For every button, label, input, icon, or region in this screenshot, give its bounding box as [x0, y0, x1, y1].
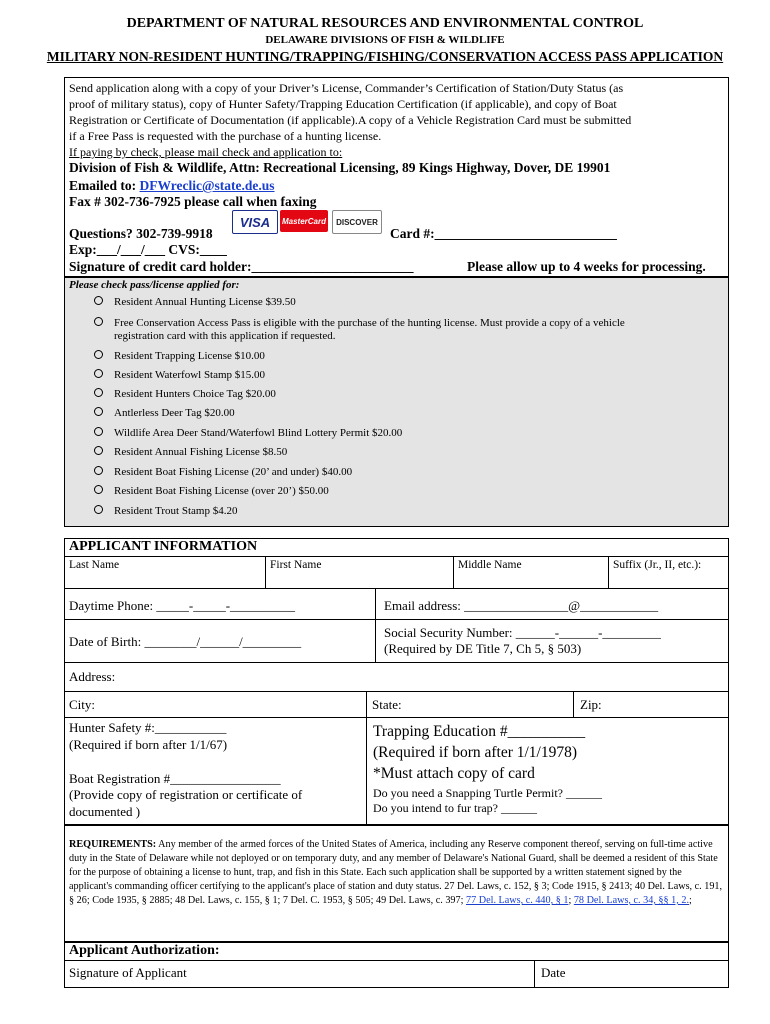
- exp-cvs-field[interactable]: Exp:___/___/___ CVS:____: [69, 242, 227, 257]
- intro-line-4: if a Free Pass is requested with the purchase of a hunting license.: [69, 129, 382, 143]
- divider: [64, 717, 729, 718]
- radio-circle[interactable]: [94, 505, 103, 514]
- fur-trap-field[interactable]: Do you intend to fur trap? ______: [373, 801, 537, 815]
- processing-note: Please allow up to 4 weeks for processing.: [467, 259, 706, 274]
- requirements-label: REQUIREMENTS:: [69, 839, 157, 850]
- hunter-safety-field[interactable]: Hunter Safety #:___________: [69, 720, 227, 735]
- questions-phone: Questions? 302-739-9918: [69, 226, 213, 241]
- divider: [453, 556, 454, 588]
- divider: [265, 556, 266, 588]
- visa-logo: VISA: [232, 210, 278, 234]
- divider: [608, 556, 609, 588]
- option-conservation-pass[interactable]: Free Conservation Access Pass is eligible with the purchase of the hunting license. Must provide a copy of a vehicle registration card with this application if requested.: [94, 317, 625, 343]
- intro-line-1: Send application along with a copy of your Driver’s License, Commander’s Certification of Station/Duty Status (as: [69, 81, 624, 95]
- division-title: DELAWARE DIVISIONS OF FISH & WILDLIFE: [265, 34, 505, 46]
- address-field[interactable]: Address:: [69, 669, 116, 684]
- email-label: Emailed to:: [69, 178, 140, 193]
- divider: [64, 588, 729, 589]
- law-link-77[interactable]: 77 Del. Laws, c. 440, § 1: [466, 895, 569, 906]
- radio-circle[interactable]: [94, 446, 103, 455]
- boat-registration-note-1: (Provide copy of registration or certificate of: [69, 787, 303, 802]
- cc-signature-field[interactable]: Signature of credit card holder:________________________: [69, 259, 414, 274]
- mailing-address: Division of Fish & Wildlife, Attn: Recreational Licensing, 89 Kings Highway, Dover, DE 19901: [69, 160, 611, 175]
- mastercard-logo: MasterCard: [280, 210, 328, 232]
- divider: [534, 960, 535, 988]
- option-trapping-license[interactable]: Resident Trapping License $10.00: [94, 350, 265, 363]
- option-lottery-permit[interactable]: Wildlife Area Deer Stand/Waterfowl Blind Lottery Permit $20.00: [94, 427, 402, 440]
- ssn-note: (Required by DE Title 7, Ch 5, § 503): [384, 641, 582, 656]
- trapping-education-note: (Required if born after 1/1/1978): [373, 744, 578, 761]
- divider: [64, 662, 729, 663]
- date-field[interactable]: Date: [541, 965, 566, 980]
- trapping-attach-note: *Must attach copy of card: [373, 765, 535, 782]
- radio-circle[interactable]: [94, 296, 103, 305]
- divider: [573, 691, 574, 717]
- option-antlerless-deer-tag[interactable]: Antlerless Deer Tag $20.00: [94, 407, 235, 420]
- last-name-field[interactable]: Last Name: [69, 559, 120, 571]
- trapping-education-field[interactable]: Trapping Education #__________: [373, 723, 586, 740]
- option-hunting-license[interactable]: Resident Annual Hunting License $39.50: [94, 296, 296, 309]
- option-boat-fishing-under-20[interactable]: Resident Boat Fishing License (20’ and under) $40.00: [94, 466, 352, 479]
- email-line: [69, 178, 275, 194]
- divider: [64, 556, 729, 557]
- ssn-field[interactable]: Social Security Number: ______-______-_________: [384, 625, 661, 640]
- daytime-phone-field[interactable]: Daytime Phone: _____-_____-__________: [69, 598, 296, 613]
- option-hunters-choice-tag[interactable]: Resident Hunters Choice Tag $20.00: [94, 388, 276, 401]
- date-of-birth-field[interactable]: Date of Birth: ________/______/_________: [69, 634, 302, 649]
- license-heading: Please check pass/license applied for:: [69, 279, 240, 291]
- department-title: DEPARTMENT OF NATURAL RESOURCES AND ENVIRONMENTAL CONTROL: [126, 16, 644, 31]
- law-link-78[interactable]: 78 Del. Laws, c. 34, §§ 1, 2.: [573, 895, 689, 906]
- applicant-heading: APPLICANT INFORMATION: [69, 539, 258, 554]
- radio-circle[interactable]: [94, 407, 103, 416]
- option-boat-fishing-over-20[interactable]: Resident Boat Fishing License (over 20’) $50.00: [94, 485, 329, 498]
- state-field[interactable]: State:: [372, 697, 402, 712]
- divider: [366, 717, 367, 825]
- applicant-signature-field[interactable]: Signature of Applicant: [69, 965, 187, 980]
- radio-circle[interactable]: [94, 485, 103, 494]
- form-title: MILITARY NON-RESIDENT HUNTING/TRAPPING/FISHING/CONSERVATION ACCESS PASS APPLICATION: [46, 49, 724, 64]
- intro-line-3: Registration or Certificate of Documentation (if applicable).A copy of a Vehicle Registration Card must be submitted: [69, 113, 632, 127]
- boat-registration-field[interactable]: Boat Registration #_________________: [69, 771, 281, 786]
- boat-registration-note-2: documented ): [69, 804, 141, 819]
- requirements-text: REQUIREMENTS: Any member of the armed forces of the United States of America, including any Reserve component thereof, serving on full-time active duty in the State of Delaware while not deployed or on temporary duty, and any member of Delaware's National Guard, shall be deemed a resident of this State for the purpose of obtaining a license to hunt, trap, and fish in this State. Each such application shall be supported by a written statement signed by the applicant's commanding officer certifying to the applicant's place of station and duty status. 27 Del. Laws, c. 152, § 3; Code 1915, § 2413; 40 Del. Laws, c. 191, § 26; Code 1935, § 2885; 48 Del. Laws, c. 155, § 1; 7 Del. C. 1953, § 505; 49 Del. Laws, c. 397; 77 Del. Laws, c. 440, § 1; 78 Del. Laws, c. 34, §§ 1, 2.;: [69, 839, 723, 906]
- radio-circle[interactable]: [94, 427, 103, 436]
- email-address-field[interactable]: Email address: ________________@____________: [384, 598, 659, 613]
- email-link[interactable]: DFWreclic@state.de.us: [139, 178, 275, 193]
- mail-note: If paying by check, please mail check and application to:: [69, 145, 343, 159]
- intro-line-2: proof of military status), copy of Hunter Safety/Trapping Education Certification (if applicable), and copy of Boat: [69, 97, 617, 111]
- option-trout-stamp[interactable]: Resident Trout Stamp $4.20: [94, 505, 237, 518]
- fax-line: Fax # 302-736-7925 please call when faxing: [69, 194, 317, 209]
- middle-name-field[interactable]: Middle Name: [458, 559, 522, 571]
- option-waterfowl-stamp[interactable]: Resident Waterfowl Stamp $15.00: [94, 369, 265, 382]
- discover-logo: DISCOVER: [332, 210, 382, 234]
- divider: [64, 960, 729, 961]
- option-fishing-license[interactable]: Resident Annual Fishing License $8.50: [94, 446, 287, 459]
- radio-circle[interactable]: [94, 466, 103, 475]
- divider: [375, 588, 376, 662]
- hunter-safety-note: (Required if born after 1/1/67): [69, 737, 228, 752]
- radio-circle[interactable]: [94, 369, 103, 378]
- divider: [366, 691, 367, 717]
- divider: [64, 619, 729, 620]
- suffix-field[interactable]: Suffix (Jr., II, etc.):: [613, 559, 702, 571]
- first-name-field[interactable]: First Name: [270, 559, 322, 571]
- radio-circle[interactable]: [94, 388, 103, 397]
- divider: [64, 691, 729, 692]
- zip-field[interactable]: Zip:: [580, 697, 602, 712]
- card-number-field[interactable]: Card #:___________________________: [390, 226, 617, 241]
- radio-circle[interactable]: [94, 350, 103, 359]
- snapping-turtle-field[interactable]: Do you need a Snapping Turtle Permit? ______: [373, 786, 602, 800]
- city-field[interactable]: City:: [69, 697, 96, 712]
- radio-circle[interactable]: [94, 317, 103, 326]
- authorization-heading: Applicant Authorization:: [69, 943, 220, 958]
